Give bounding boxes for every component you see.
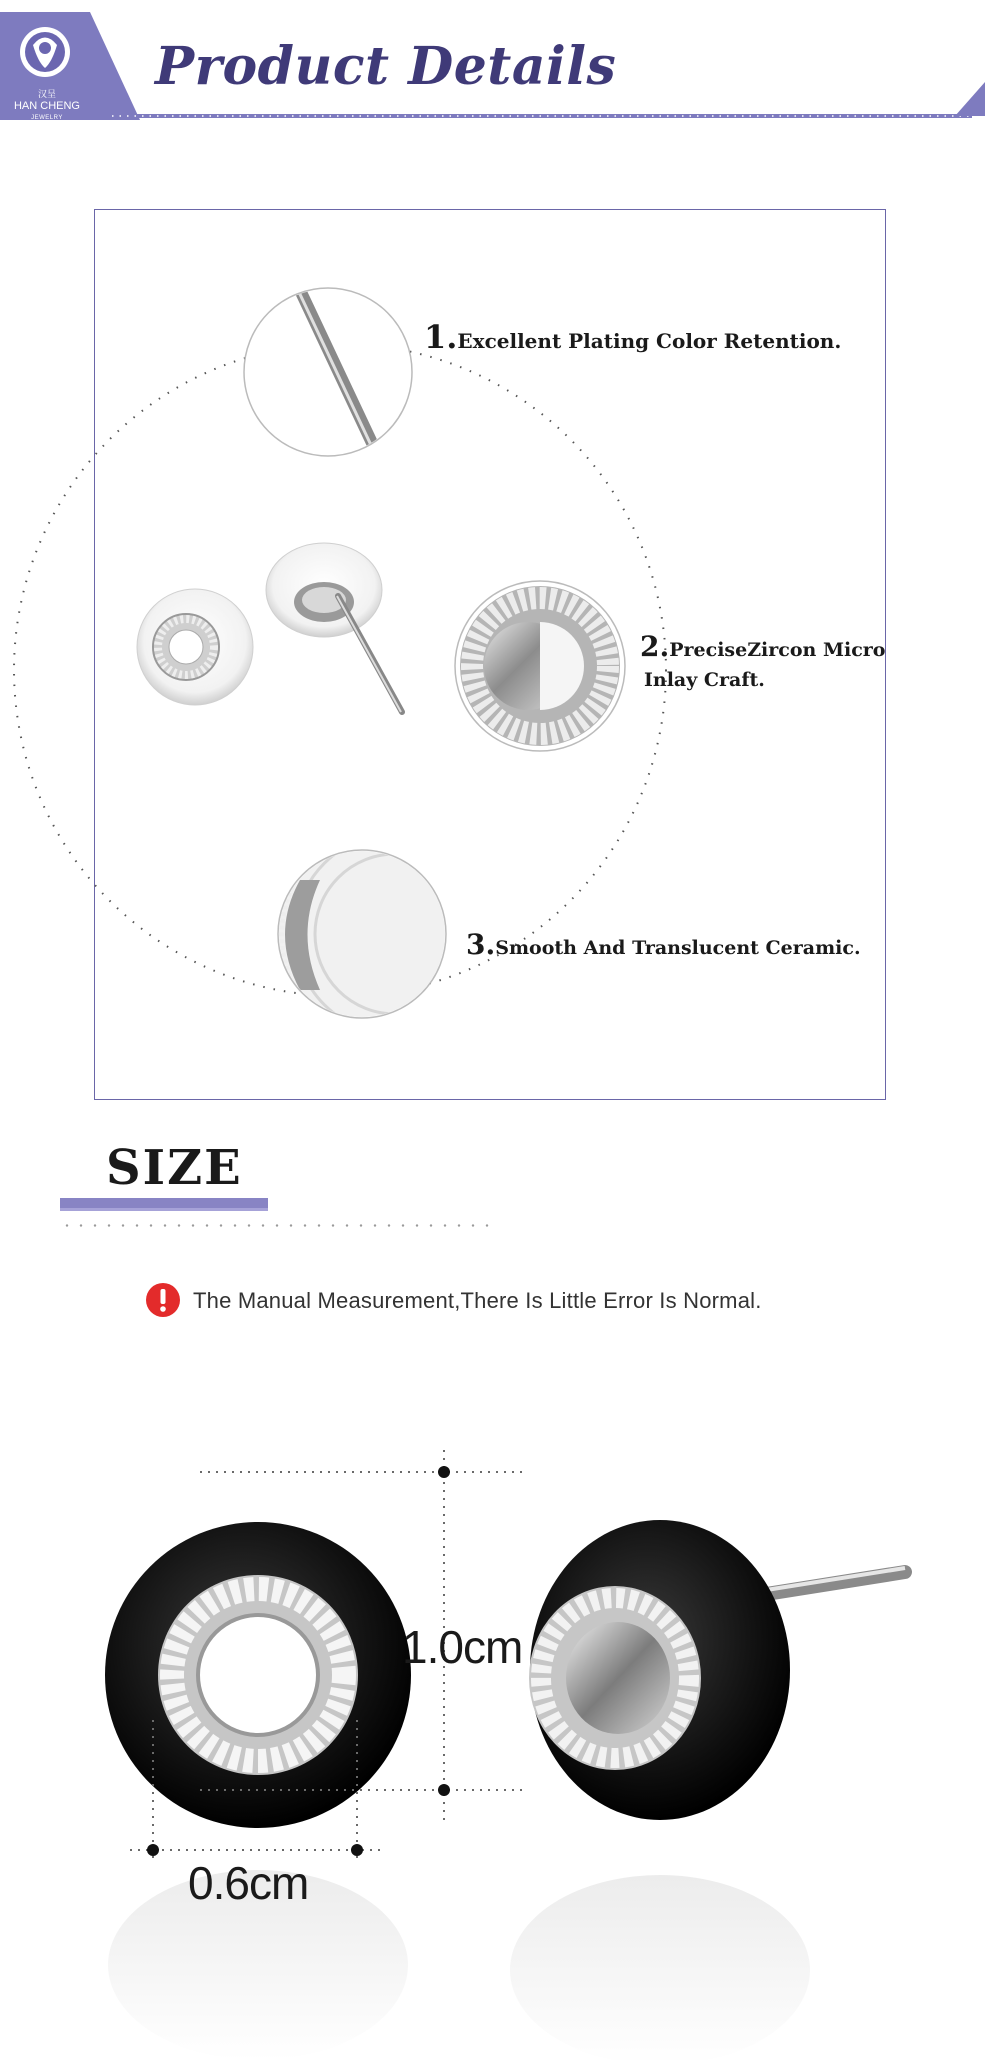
earring-black-side <box>529 1520 905 1820</box>
feature-2-text-line2: Inlay Craft. <box>644 669 765 691</box>
exclamation-icon <box>145 1282 181 1318</box>
detail-bubble-post <box>244 288 412 460</box>
feature-2-text: PreciseZircon Micro <box>669 639 886 661</box>
size-heading-bar-light <box>60 1208 268 1211</box>
brand-mark: 汉呈 <box>37 89 56 99</box>
width-measurement-label: 0.6cm <box>188 1857 309 1909</box>
size-heading: SIZE <box>106 1140 243 1196</box>
feature-1-number: 1. <box>424 318 458 356</box>
feature-2 <box>640 632 885 695</box>
detail-bubble-zircon <box>455 581 625 751</box>
feature-1-text: Excellent Plating Color Retention. <box>457 329 842 353</box>
earring-side-white <box>266 543 402 712</box>
feature-1 <box>424 318 841 356</box>
brand-name: HAN CHENG <box>13 100 80 112</box>
page-title: Product Details <box>155 36 617 97</box>
size-illustration <box>0 1420 1000 2060</box>
earring-front-white <box>137 589 253 705</box>
height-measurement-label: 1.0cm <box>402 1621 523 1673</box>
measurement-note: The Manual Measurement,There Is Little Error Is Normal. <box>193 1288 762 1313</box>
feature-3-text: Smooth And Translucent Ceramic. <box>495 937 861 959</box>
feature-3-number: 3. <box>466 928 496 961</box>
feature-3 <box>466 928 861 961</box>
size-heading-bar <box>60 1198 268 1208</box>
earring-black-front <box>105 1522 411 1828</box>
feature-2-number: 2. <box>640 630 670 663</box>
brand-sub: JEWELRY <box>31 115 63 121</box>
size-dotted-divider <box>60 1224 490 1227</box>
